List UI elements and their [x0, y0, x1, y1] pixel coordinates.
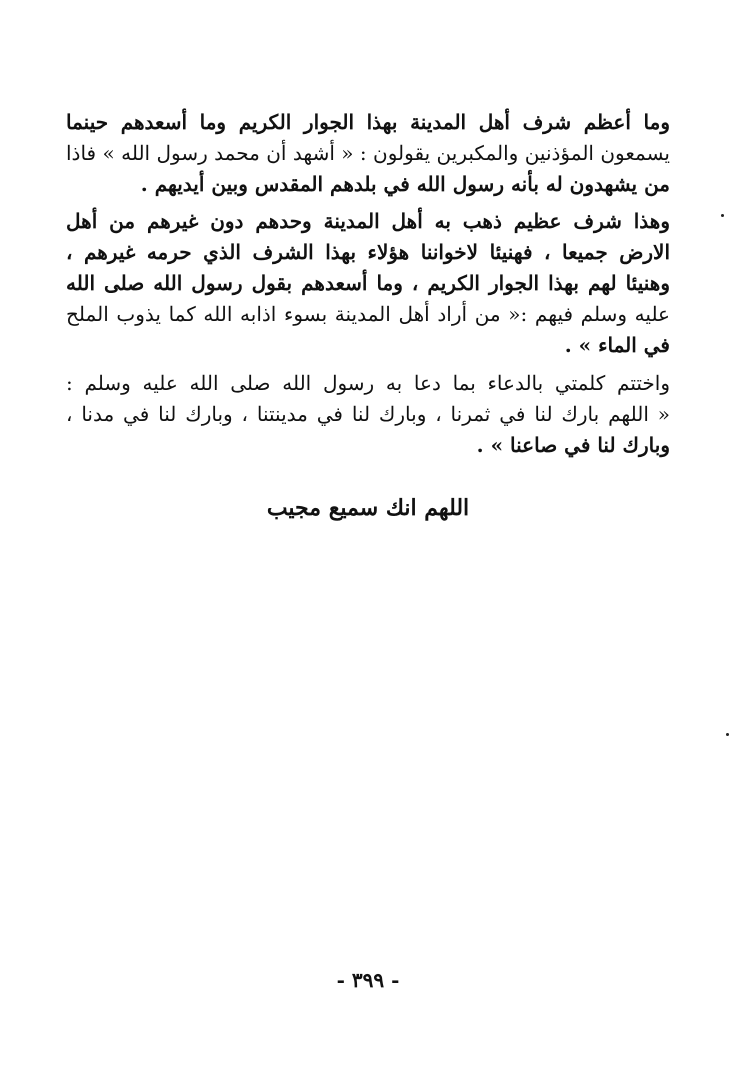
- scan-speck: [721, 214, 724, 217]
- paragraph-2-line-2: الارض جميعا ، فهنيئا لاخواننا هؤلاء بهذا الشرف الذي حرمه غيرهم ،: [66, 240, 670, 264]
- paragraph-2-line-3: وهنيئا لهم بهذا الجوار الكريم ، وما أسعدهم بقول رسول الله صلى الله: [66, 271, 670, 295]
- paragraph-1-line-2: يسمعون المؤذنين والمكبرين يقولون : « أشهد أن محمد رسول الله » فاذا: [66, 141, 670, 165]
- page-number: - ٣٩٩ -: [336, 968, 400, 992]
- paragraph-3-line-2: « اللهم بارك لنا في ثمرنا ، وبارك لنا في مدينتنا ، وبارك لنا في مدنا ،: [66, 402, 670, 426]
- paragraph-3: [66, 368, 670, 461]
- closing-prayer: اللهم انك سميع مجيب: [266, 495, 470, 521]
- paragraph-1-line-3: من يشهدون له بأنه رسول الله في بلدهم المقدس وبين أيديهم .: [140, 172, 670, 196]
- paragraph-1-line-1: وما أعظم شرف أهل المدينة بهذا الجوار الكريم وما أسعدهم حينما: [66, 110, 670, 134]
- scan-speck: [726, 733, 729, 736]
- paragraph-2-line-5: في الماء » .: [564, 333, 670, 357]
- paragraph-2-line-1: وهذا شرف عظيم ذهب به أهل المدينة وحدهم دون غيرهم من أهل: [66, 209, 670, 233]
- paragraph-1: [66, 107, 670, 200]
- paragraph-2-line-4: عليه وسلم فيهم :« من أراد أهل المدينة بسوء اذابه الله كما يذوب الملح: [66, 302, 670, 326]
- paragraph-3-line-1: واختتم كلمتي بالدعاء بما دعا به رسول الله صلى الله عليه وسلم :: [66, 371, 670, 395]
- paragraph-3-line-3: وبارك لنا في صاعنا » .: [476, 433, 670, 457]
- paragraph-2: [66, 206, 670, 361]
